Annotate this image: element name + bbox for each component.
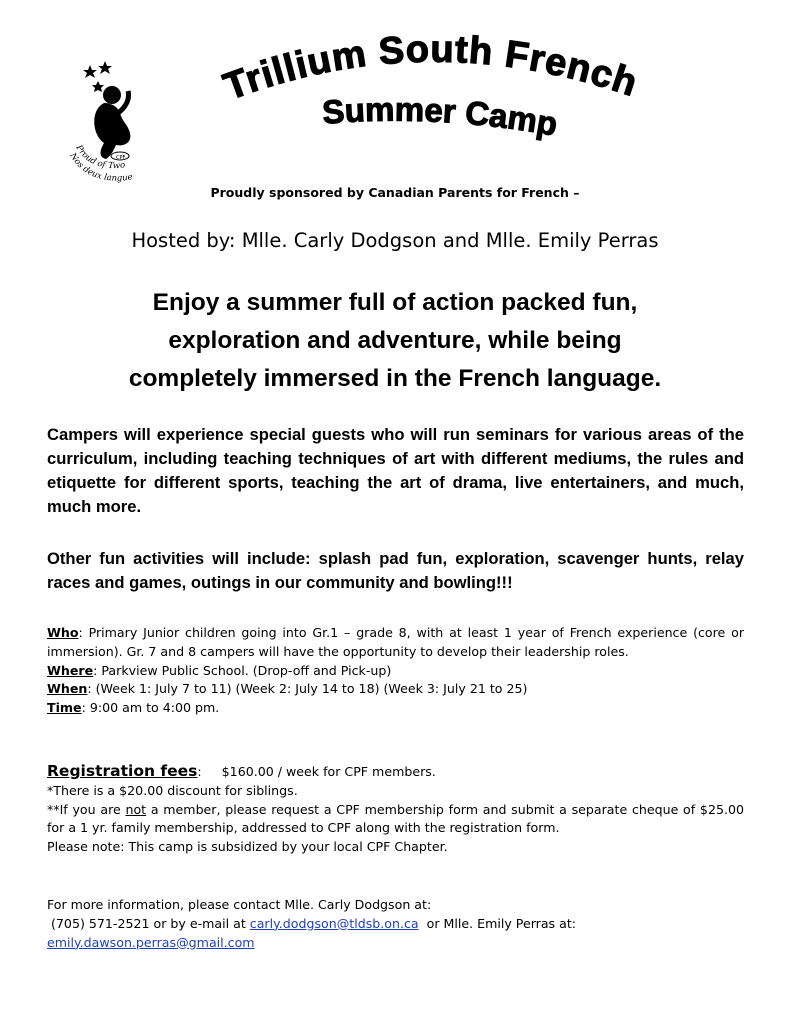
when-row [47,680,744,699]
contact-phone: (705) 571-2521 or by e-mail at [47,915,250,931]
seminars-paragraph: Campers will experience special guests who will run seminars for various areas of the curriculum, including teaching techniques of art with different mediums, the rules and etiquette for different sports, teaching the art of drama, live entertainers, and much, much more. [47,425,744,516]
email-link-carly[interactable]: carly.dodgson@tldsb.on.ca [249,915,419,931]
subsidy-note: Please note: This camp is subsidized by your local CPF Chapter. [47,839,448,855]
who-label: Who [47,625,79,640]
cpf-logo [60,55,175,195]
where-text: : Parkview Public School. (Drop-off and Pick-up) [93,662,392,678]
intro-headline [40,284,750,398]
nonmember-text-a: **If you are [47,801,126,817]
where-row [47,662,744,681]
registration-fee: $160.00 / week for CPF members. [221,764,436,779]
registration-colon: : [197,764,202,779]
email-link-emily[interactable]: emily.dawson.perras@gmail.com [47,934,255,950]
when-label: When [47,681,88,697]
star-icon [92,81,104,92]
hosted-by: Hosted by: Mlle. Carly Dodgson and Mlle. Emily Perras [131,229,659,252]
contact-line1: For more information, please contact Mlle. Carly Dodgson at: [47,897,432,912]
svg-text:CPF: CPF [116,155,126,161]
camp-title [170,18,690,188]
title-line1: Trillium South French [218,28,643,109]
registration-fee-row [47,762,744,782]
intro-line3: completely immersed in the French language. [128,365,662,392]
cpf-child-with-stars-icon [60,55,175,195]
registration-section [47,762,744,857]
contact-section [47,896,744,952]
contact-mid: or Mlle. Emily Perras at: [418,915,577,931]
svg-text:Proud of Two Languages: Proud of Two [73,143,126,172]
intro-line1: Enjoy a summer full of action packed fun, [152,289,638,316]
star-icon [98,61,112,74]
sponsor-line: Proudly sponsored by Canadian Parents for French – [210,185,580,200]
contact-line2 [47,915,744,934]
time-label: Time [47,700,82,716]
svg-text:Nos deux langues, notre fierté: Nos deux langue [67,151,134,184]
who-row [47,624,744,662]
intro-line2: exploration and adventure, while being [168,327,622,354]
time-text: : 9:00 am to 4:00 pm. [81,700,220,716]
title-line2: Summer Camp [320,90,561,143]
nonmember-text-b: a member, please request a CPF membership form and submit a separate cheque of $25.00 for a 1 yr. family membership, addressed to CPF along with the registration form. [47,801,744,836]
sibling-discount: *There is a $20.00 discount for siblings. [47,782,298,798]
where-label: Where [47,662,94,678]
when-text: : (Week 1: July 7 to 11) (Week 2: July 14 to 18) (Week 3: July 21 to 25) [87,681,528,697]
star-icon [83,65,97,78]
time-row [47,699,744,718]
nonmember-not: not [125,801,147,817]
nonmember-note [47,801,744,839]
camp-details [47,624,744,718]
who-text: : Primary Junior children going into Gr.1 – grade 8, with at least 1 year of French experience (core or immersion). Gr. 7 and 8 campers will have the opportunity to develop their leadership roles. [47,625,744,659]
activities-paragraph: Other fun activities will include: splash pad fun, exploration, scavenger hunts, relay races and games, outings in our community and bowling!!! [47,549,744,592]
registration-label: Registration fees [47,762,198,780]
